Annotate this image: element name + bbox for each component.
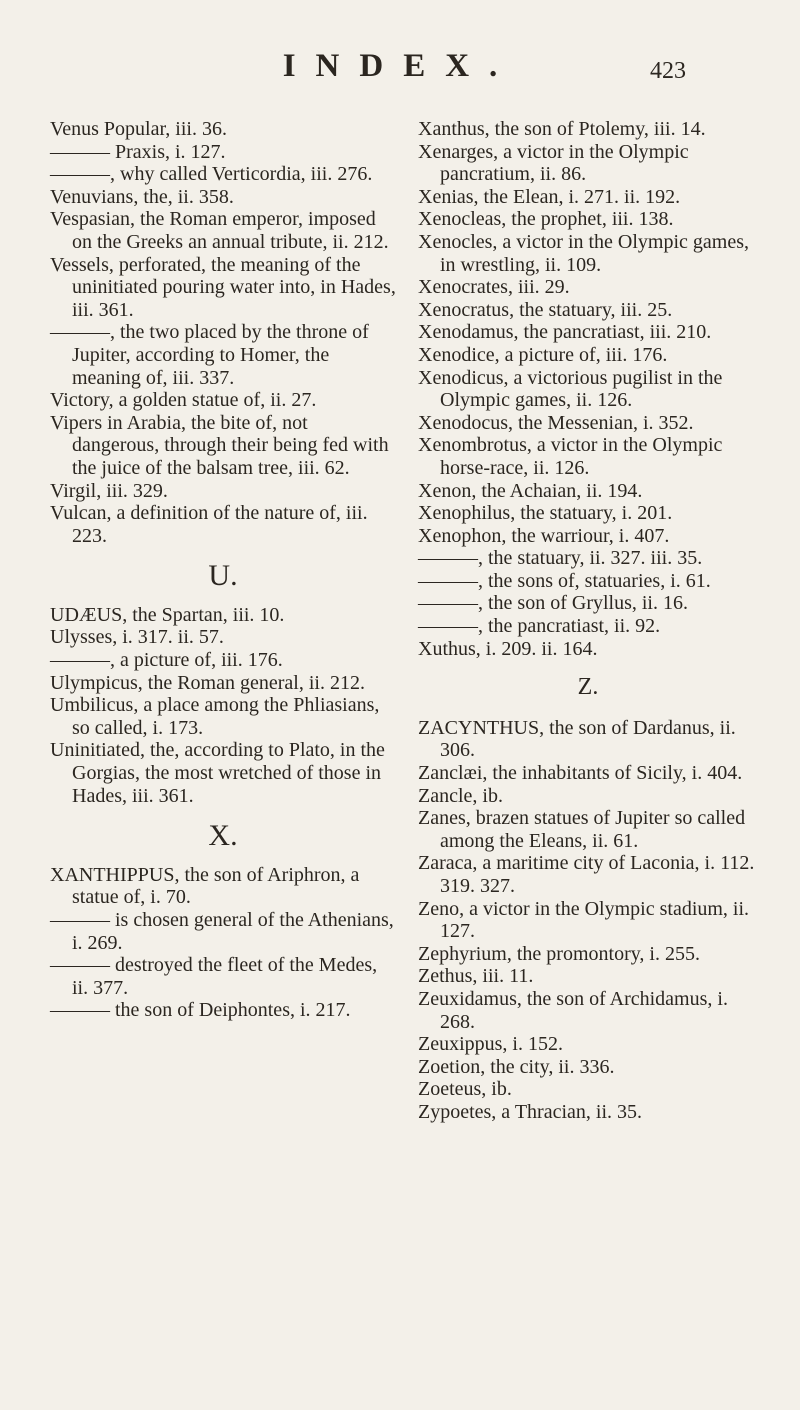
index-entry: Zeno, a victor in the Olympic stadium, ii. 127. (418, 897, 750, 943)
index-entry: Zanes, brazen statues of Jupiter so called among the Eleans, ii. 61. (418, 807, 746, 852)
index-entry: Victory, a golden statue of, ii. 27. (50, 389, 317, 412)
index-entry: ——— destroyed the fleet of the Medes, ii. 377. (50, 954, 378, 999)
index-entry: ———, the son of Gryllus, ii. 16. (418, 592, 688, 615)
index-entry: Xenodamus, the pancratiast, iii. 210. (418, 321, 712, 344)
index-entry: Vulcan, a definition of the nature of, iii. 223. (50, 502, 368, 547)
index-entry: ZACYNTHUS, the son of Dardanus, ii. 306. (418, 716, 736, 762)
index-entry: Xenocleas, the prophet, iii. 138. (418, 208, 674, 231)
right-index-column (418, 118, 758, 1124)
index-entry: Zeuxippus, i. 152. (418, 1033, 563, 1056)
index-entry: Venus Popular, iii. 36. (50, 118, 227, 140)
index-entry: Venuvians, the, ii. 358. (50, 185, 234, 208)
index-entry: ———, the sons of, statuaries, i. 61. (418, 569, 711, 592)
index-entry: ——— is chosen general of the Athenians, i. 269. (50, 909, 394, 954)
index-entry: Ulysses, i. 317. ii. 57. (50, 626, 224, 649)
index-entry: ———, the pancratiast, ii. 92. (418, 615, 661, 638)
index-entry: ———, a picture of, iii. 176. (50, 649, 283, 672)
index-entry: Zeuxidamus, the son of Archidamus, i. 268. (418, 987, 728, 1033)
index-entry: Xenocrates, iii. 29. (418, 276, 570, 299)
index-entry: Xenocratus, the statuary, iii. 25. (418, 298, 673, 321)
section-letter: U. (208, 559, 238, 593)
index-entry: Umbilicus, a place among the Phliasians, so called, i. 173. (50, 694, 380, 739)
index-entry: Xenodicus, a victorious pugilist in the Olympic games, ii. 126. (418, 366, 723, 412)
index-entry: Xenon, the Achaian, ii. 194. (418, 479, 643, 502)
index-entry: Zaraca, a maritime city of Laconia, i. 112. 319. 327. (418, 852, 755, 897)
index-entry: Xenodocus, the Messenian, i. 352. (418, 411, 694, 434)
index-entry: Vespasian, the Roman emperor, imposed on the Greeks an annual tribute, ii. 212. (50, 208, 389, 253)
index-entry: Zypoetes, a Thracian, ii. 35. (418, 1100, 643, 1123)
index-entry: Xenodice, a picture of, iii. 176. (418, 343, 668, 366)
index-entry: Zoetion, the city, ii. 336. (418, 1055, 615, 1078)
index-entry: ———, why called Verticordia, iii. 276. (50, 163, 373, 186)
index-entry: Ulympicus, the Roman general, ii. 212. (50, 671, 365, 694)
page-number: 423 (650, 58, 686, 84)
running-title: INDEX. (282, 48, 518, 84)
index-entry: Xenophon, the warriour, i. 407. (418, 524, 670, 547)
index-entry: Xenocles, a victor in the Olympic games, in wrestling, ii. 109. (418, 230, 750, 276)
section-letter: Z. (577, 674, 599, 701)
index-entry: Vessels, perforated, the meaning of the uninitiated pouring water into, in Hades, iii. 361. (50, 253, 396, 321)
index-entry: Vipers in Arabia, the bite of, not dangerous, through their being fed with the juice of the balsam tree, iii. 62. (50, 411, 389, 479)
index-entry: Zanclæi, the inhabitants of Sicily, i. 404. (418, 762, 743, 785)
index-entry: Xuthus, i. 209. ii. 164. (418, 637, 598, 660)
index-entry: Xanthus, the son of Ptolemy, iii. 14. (418, 118, 706, 140)
index-entry: ———, the two placed by the throne of Jupiter, according to Homer, the meaning of, iii. 337. (50, 321, 369, 389)
index-entry: Zancle, ib. (418, 784, 503, 807)
index-entry: ——— Praxis, i. 127. (50, 140, 226, 163)
index-entry: Virgil, iii. 329. (50, 479, 168, 502)
index-entry: Xenarges, a victor in the Olympic pancratium, ii. 86. (418, 140, 689, 186)
left-index-column (50, 118, 396, 1022)
index-entry: UDÆUS, the Spartan, iii. 10. (50, 603, 285, 626)
index-entry: Xenophilus, the statuary, i. 201. (418, 502, 673, 525)
index-entry: Uninitiated, the, according to Plato, in the Gorgias, the most wretched of those in Hades, iii. 361. (50, 739, 385, 807)
index-entry: ———, the statuary, ii. 327. iii. 35. (418, 547, 703, 570)
index-entry: Xenias, the Elean, i. 271. ii. 192. (418, 185, 681, 208)
index-entry: Zethus, iii. 11. (418, 965, 534, 988)
index-entry: ——— the son of Deiphontes, i. 217. (50, 999, 351, 1022)
section-letter: X. (208, 819, 238, 853)
index-entry: XANTHIPPUS, the son of Ariphron, a statue of, i. 70. (50, 863, 360, 909)
index-entry: Zoeteus, ib. (418, 1078, 512, 1101)
index-entry: Xenombrotus, a victor in the Olympic horse-race, ii. 126. (418, 434, 723, 479)
index-entry: Zephyrium, the promontory, i. 255. (418, 942, 700, 965)
